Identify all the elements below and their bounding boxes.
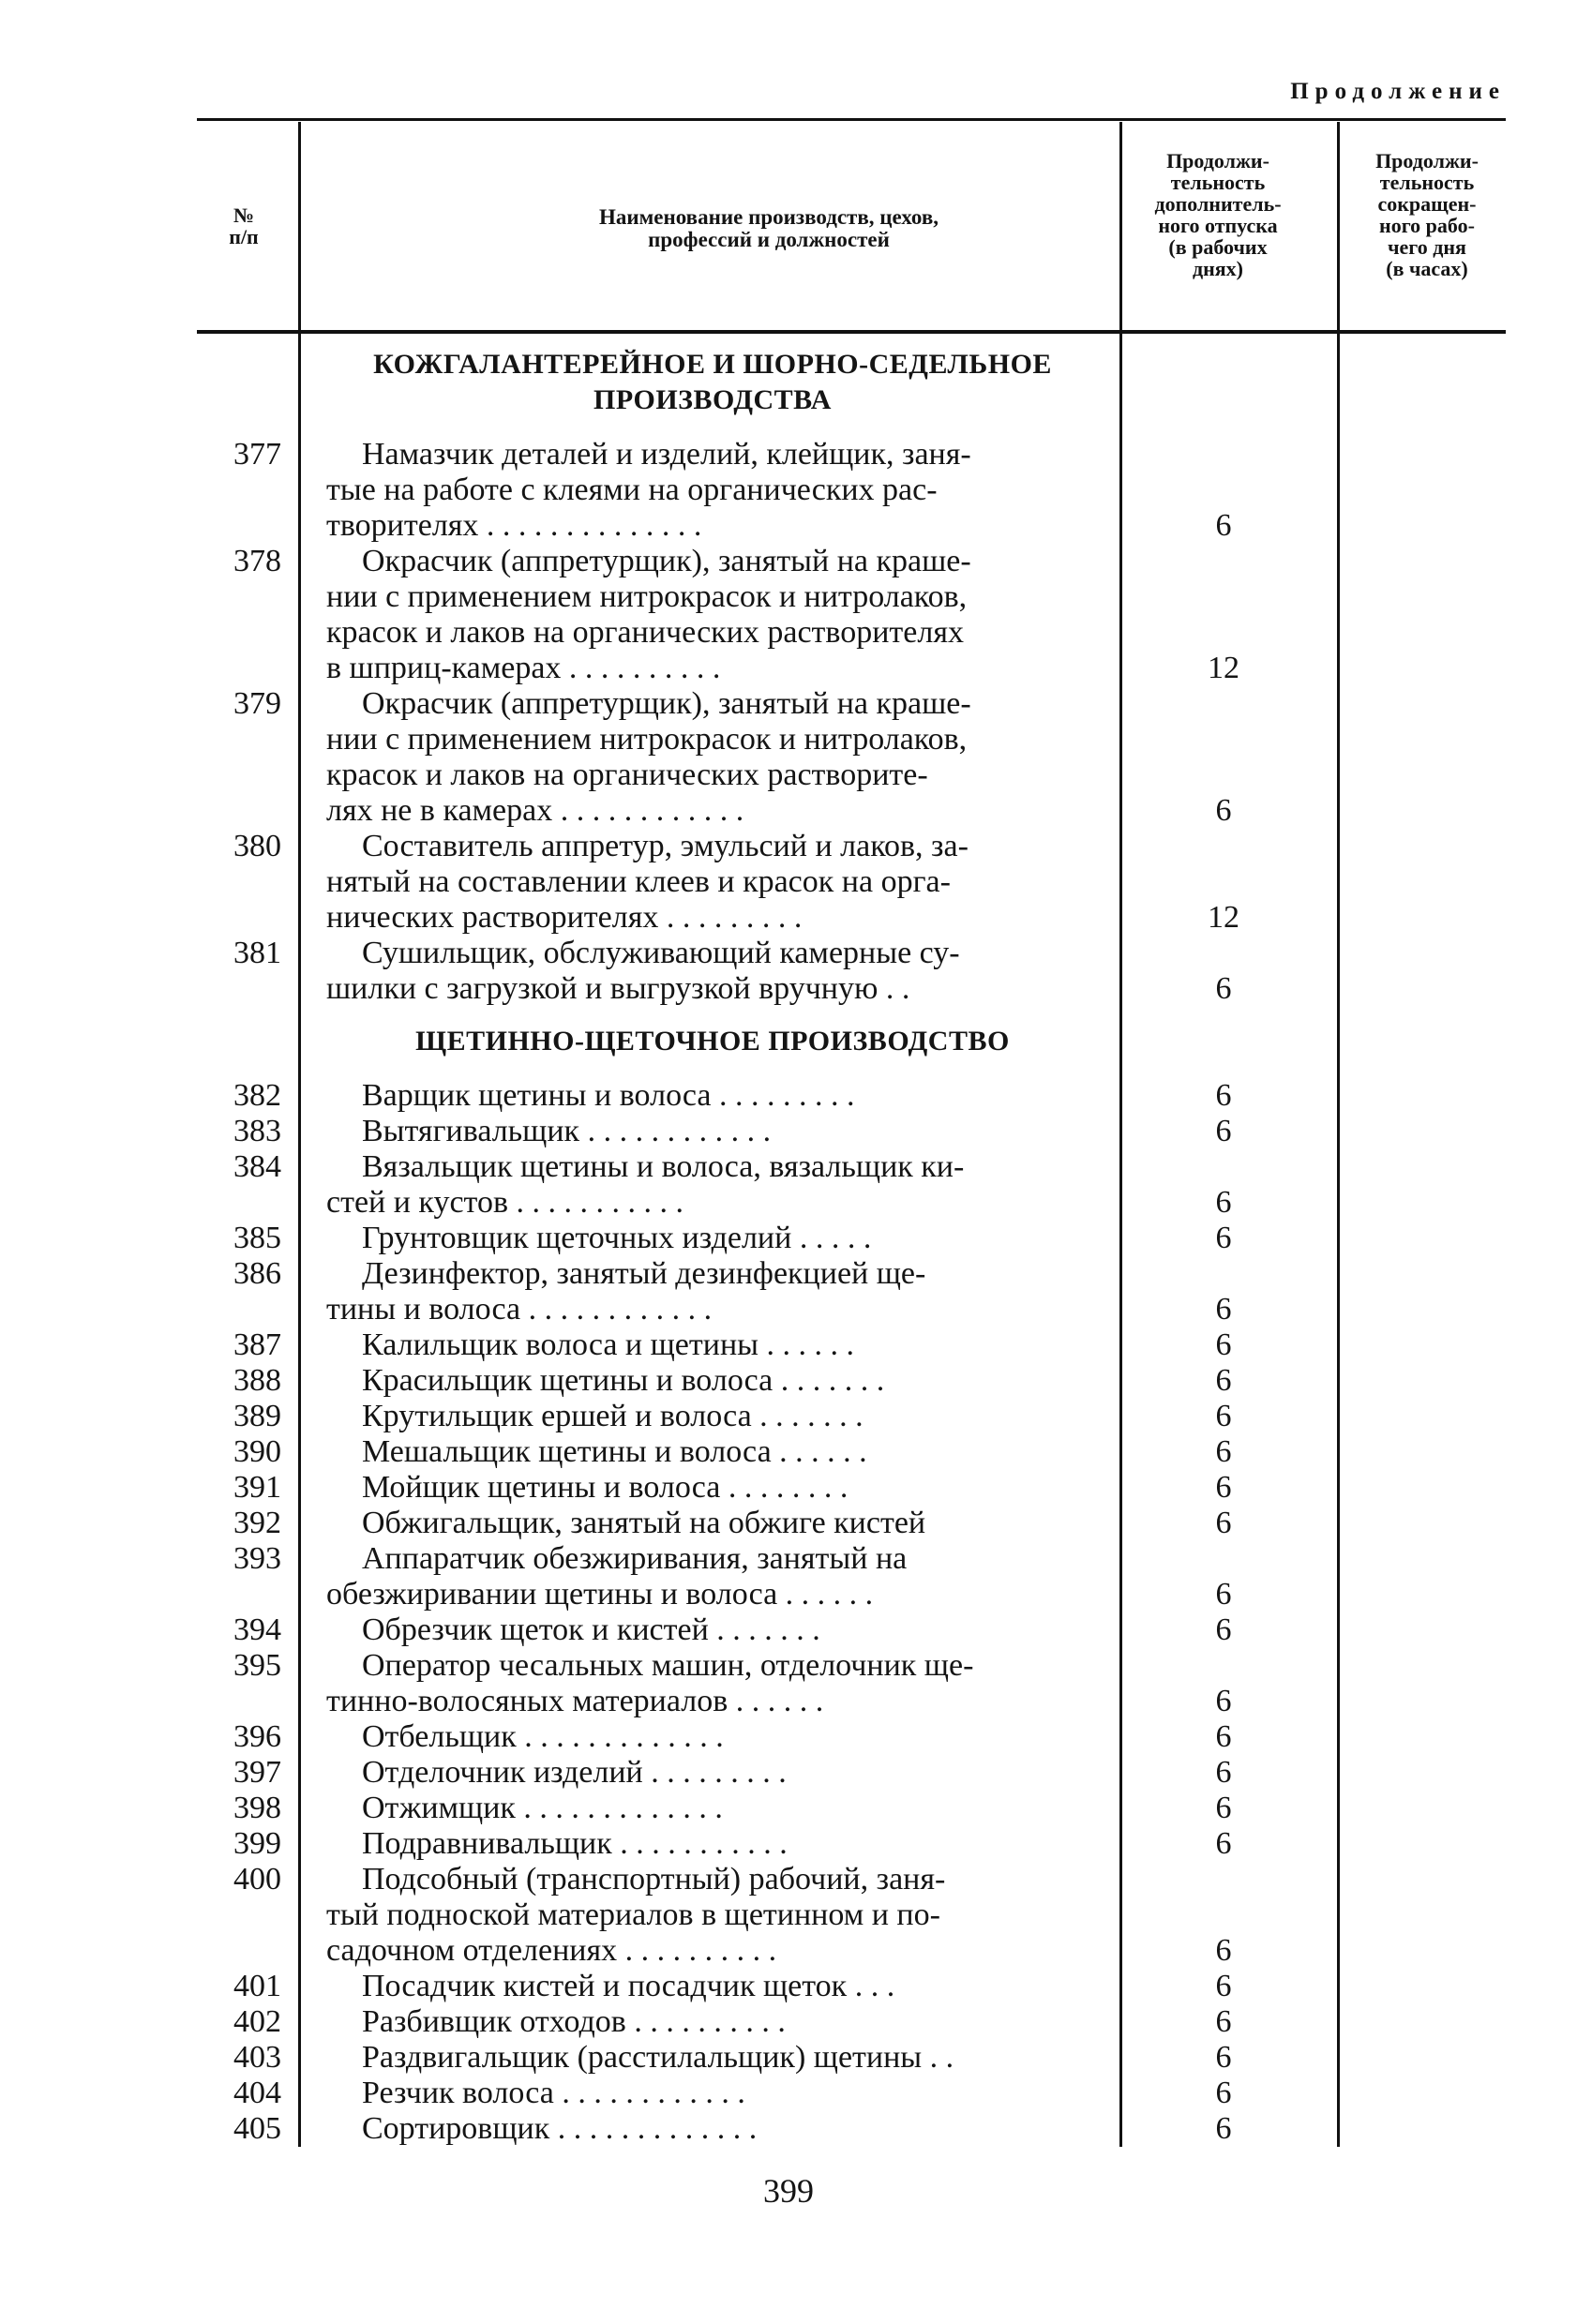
additional-leave-value: 6 (1215, 1078, 1232, 1113)
row-number: 394 (233, 1612, 281, 1647)
header-col-name: Наименование производств, цехов, профессий и должностей (598, 205, 939, 252)
occupation-name-line: шилки с загрузкой и выгрузкой вручную . . (326, 971, 910, 1006)
additional-leave-value: 6 (1215, 1399, 1232, 1433)
additional-leave-value: 6 (1215, 1363, 1232, 1398)
row-number: 404 (233, 2076, 281, 2110)
header-col-number: № п/п (229, 203, 259, 249)
additional-leave-value: 6 (1215, 1719, 1232, 1754)
table-row (0, 1327, 1577, 1363)
row-number: 386 (233, 1256, 281, 1291)
additional-leave-value: 6 (1215, 1221, 1232, 1255)
additional-leave-value: 6 (1215, 1933, 1232, 1968)
row-number: 397 (233, 1755, 281, 1790)
row-number: 378 (233, 544, 281, 578)
table-row (0, 1434, 1577, 1470)
row-number: 380 (233, 829, 281, 863)
occupation-name-line: нии с применением нитрокрасок и нитролаков, (326, 579, 968, 614)
table-row (0, 1969, 1577, 2004)
occupation-name-line: творителях . . . . . . . . . . . . . . (326, 508, 702, 543)
row-number: 389 (233, 1399, 281, 1433)
row-number: 391 (233, 1470, 281, 1505)
section-title-line: КОЖГАЛАНТЕРЕЙНОЕ И ШОРНО-СЕДЕЛЬНОЕ (373, 349, 1052, 380)
occupation-name-line: Дезинфектор, занятый дезинфекцией ще- (362, 1256, 926, 1291)
occupation-name (326, 1719, 1110, 1755)
row-number: 385 (233, 1221, 281, 1255)
table-row (0, 1612, 1577, 1648)
occupation-name (326, 1969, 1110, 2004)
continuation-label: Продолжение (1290, 79, 1506, 104)
occupation-name-line: Отделочник изделий . . . . . . . . . (362, 1755, 787, 1790)
occupation-name-line: лях не в камерах . . . . . . . . . . . . (326, 793, 744, 828)
occupation-name-line: Красильщик щетины и волоса . . . . . . . (362, 1363, 885, 1398)
occupation-name (326, 1078, 1110, 1114)
occupation-name-line: Грунтовщик щеточных изделий . . . . . (362, 1221, 872, 1255)
additional-leave-value: 6 (1215, 1791, 1232, 1825)
additional-leave-value: 6 (1215, 793, 1232, 828)
additional-leave-value: 6 (1215, 1577, 1232, 1612)
occupation-name-line: тинно-волосяных материалов . . . . . . (326, 1684, 824, 1718)
occupation-name (326, 1149, 1110, 1221)
additional-leave-value: 6 (1215, 1612, 1232, 1647)
occupation-name (326, 1612, 1110, 1648)
table-row (0, 1149, 1577, 1221)
occupation-name (326, 437, 1110, 544)
occupation-name-line: Калильщик волоса и щетины . . . . . . (362, 1327, 854, 1362)
occupation-name-line: Подсобный (транспортный) рабочий, заня- (362, 1862, 946, 1897)
row-number: 399 (233, 1826, 281, 1861)
occupation-name-line: нятый на составлении клеев и красок на орга- (326, 864, 951, 899)
row-number: 403 (233, 2040, 281, 2075)
section-title (309, 1024, 1116, 1059)
additional-leave-value: 6 (1215, 1327, 1232, 1362)
table-top-rule (197, 118, 1506, 121)
occupation-name-line: Варщик щетины и волоса . . . . . . . . . (362, 1078, 855, 1113)
occupation-name-line: Раздвигальщик (расстилальщик) щетины . . (362, 2040, 954, 2075)
occupation-name (326, 1399, 1110, 1434)
additional-leave-value: 6 (1215, 1434, 1232, 1469)
occupation-name-line: Окрасчик (аппретурщик), занятый на краше- (362, 544, 971, 578)
occupation-name-line: Отбельщик . . . . . . . . . . . . . (362, 1719, 724, 1754)
row-number: 405 (233, 2111, 281, 2146)
occupation-name (326, 1648, 1110, 1719)
occupation-name-line: красок и лаков на органических растворите- (326, 757, 928, 792)
occupation-name (326, 686, 1110, 829)
additional-leave-value: 6 (1215, 971, 1232, 1006)
occupation-name-line: тый подноской материалов в щетинном и по- (326, 1897, 940, 1932)
occupation-name-line: тые на работе с клеями на органических рас- (326, 472, 938, 507)
occupation-name-line: Разбивщик отходов . . . . . . . . . . (362, 2004, 786, 2039)
occupation-name-line: Составитель аппретур, эмульсий и лаков, за- (362, 829, 969, 863)
occupation-name-line: Отжимщик . . . . . . . . . . . . . (362, 1791, 723, 1825)
occupation-name (326, 2040, 1110, 2076)
occupation-name (326, 1221, 1110, 1256)
table-row (0, 936, 1577, 1007)
table-row (0, 1791, 1577, 1826)
additional-leave-value: 6 (1215, 1684, 1232, 1718)
row-number: 381 (233, 936, 281, 970)
occupation-name (326, 1826, 1110, 1862)
additional-leave-value: 6 (1215, 1506, 1232, 1540)
section-title (309, 347, 1116, 418)
occupation-name-line: нии с применением нитрокрасок и нитролаков, (326, 722, 968, 757)
occupation-name-line: Аппаратчик обезжиривания, занятый на (362, 1541, 908, 1576)
occupation-name (326, 2076, 1110, 2111)
occupation-name (326, 1506, 1110, 1541)
row-number: 387 (233, 1327, 281, 1362)
occupation-name-line: Посадчик кистей и посадчик щеток . . . (362, 1969, 895, 2003)
occupation-name-line: тины и волоса . . . . . . . . . . . . (326, 1292, 713, 1327)
occupation-name-line: Вытягивальщик . . . . . . . . . . . . (362, 1114, 772, 1148)
occupation-name-line: Окрасчик (аппретурщик), занятый на краше- (362, 686, 971, 721)
table-row (0, 2111, 1577, 2147)
header-bottom-rule (197, 330, 1506, 334)
occupation-name (326, 1470, 1110, 1506)
occupation-name (326, 1256, 1110, 1327)
additional-leave-value: 6 (1215, 2004, 1232, 2039)
row-number: 379 (233, 686, 281, 721)
row-number: 393 (233, 1541, 281, 1576)
section-title-line: ЩЕТИННО-ЩЕТОЧНОЕ ПРОИЗВОДСТВО (415, 1026, 1010, 1057)
row-number: 377 (233, 437, 281, 472)
occupation-name-line: в шприц-камерах . . . . . . . . . . (326, 651, 721, 685)
table-row (0, 1541, 1577, 1612)
row-number: 402 (233, 2004, 281, 2039)
additional-leave-value: 6 (1215, 1969, 1232, 2003)
occupation-name-line: красок и лаков на органических растворителях (326, 615, 964, 650)
table-row (0, 829, 1577, 936)
table-row (0, 544, 1577, 686)
section-title-line: ПРОИЗВОДСТВА (593, 384, 832, 415)
occupation-name-line: Сортировщик . . . . . . . . . . . . . (362, 2111, 758, 2146)
table-row (0, 1470, 1577, 1506)
table-row (0, 2004, 1577, 2040)
table-row (0, 1648, 1577, 1719)
table-row (0, 2040, 1577, 2076)
occupation-name-line: Резчик волоса . . . . . . . . . . . . (362, 2076, 745, 2110)
occupation-name (326, 1755, 1110, 1791)
row-number: 383 (233, 1114, 281, 1148)
table-row (0, 1506, 1577, 1541)
additional-leave-value: 6 (1215, 1826, 1232, 1861)
row-number: 384 (233, 1149, 281, 1184)
occupation-name-line: Оператор чесальных машин, отделочник ще- (362, 1648, 974, 1683)
occupation-name (326, 1791, 1110, 1826)
occupation-name-line: Подравнивальщик . . . . . . . . . . . (362, 1826, 788, 1861)
row-number: 396 (233, 1719, 281, 1754)
table-row (0, 2076, 1577, 2111)
additional-leave-value: 12 (1208, 651, 1239, 685)
table-row (0, 1399, 1577, 1434)
table-row (0, 686, 1577, 829)
occupation-name-line: Вязальщик щетины и волоса, вязальщик ки- (362, 1149, 965, 1184)
table-row (0, 1826, 1577, 1862)
row-number: 382 (233, 1078, 281, 1113)
occupation-name (326, 1434, 1110, 1470)
additional-leave-value: 12 (1208, 900, 1239, 935)
table-row (0, 1719, 1577, 1755)
occupation-name (326, 1363, 1110, 1399)
row-number: 392 (233, 1506, 281, 1540)
additional-leave-value: 6 (1215, 1292, 1232, 1327)
occupation-name (326, 2111, 1110, 2147)
table-row (0, 1221, 1577, 1256)
additional-leave-value: 6 (1215, 1755, 1232, 1790)
occupation-name-line: нических растворителях . . . . . . . . . (326, 900, 803, 935)
occupation-name (326, 1114, 1110, 1149)
table-row (0, 1363, 1577, 1399)
occupation-name-line: Намазчик деталей и изделий, клейщик, заня- (362, 437, 971, 472)
header-col-reduced-day: Продолжи- тельность сокращен- ного рабо- чего дня (в часах) (1375, 149, 1479, 281)
occupation-name-line: садочном отделениях . . . . . . . . . . (326, 1933, 777, 1968)
occupation-name (326, 1541, 1110, 1612)
occupation-name-line: Мешальщик щетины и волоса . . . . . . (362, 1434, 867, 1469)
row-number: 398 (233, 1791, 281, 1825)
occupation-name (326, 1327, 1110, 1363)
occupation-name (326, 544, 1110, 686)
occupation-name-line: Мойщик щетины и волоса . . . . . . . . (362, 1470, 849, 1505)
row-number: 395 (233, 1648, 281, 1683)
occupation-name-line: Крутильщик ершей и волоса . . . . . . . (362, 1399, 864, 1433)
additional-leave-value: 6 (1215, 2076, 1232, 2110)
table-row (0, 437, 1577, 544)
row-number: 390 (233, 1434, 281, 1469)
additional-leave-value: 6 (1215, 508, 1232, 543)
additional-leave-value: 6 (1215, 1114, 1232, 1148)
occupation-name-line: Обрезчик щеток и кистей . . . . . . . (362, 1612, 820, 1647)
occupation-name (326, 2004, 1110, 2040)
page-number: 399 (763, 2172, 814, 2210)
occupation-name (326, 1862, 1110, 1969)
occupation-name (326, 829, 1110, 936)
table-row (0, 1114, 1577, 1149)
row-number: 401 (233, 1969, 281, 2003)
table-row (0, 1862, 1577, 1969)
occupation-name-line: Сушильщик, обслуживающий камерные су- (362, 936, 960, 970)
table-row (0, 1256, 1577, 1327)
header-col-additional-leave: Продолжи- тельность дополнитель- ного отпуска (в рабочих днях) (1154, 149, 1282, 281)
additional-leave-value: 6 (1215, 2040, 1232, 2075)
occupation-name-line: стей и кустов . . . . . . . . . . . (326, 1185, 684, 1220)
occupation-name-line: обезжиривании щетины и волоса . . . . . . (326, 1577, 874, 1612)
occupation-name (326, 936, 1110, 1007)
row-number: 388 (233, 1363, 281, 1398)
table-row (0, 1078, 1577, 1114)
table-row (0, 1755, 1577, 1791)
row-number: 400 (233, 1862, 281, 1897)
additional-leave-value: 6 (1215, 2111, 1232, 2146)
additional-leave-value: 6 (1215, 1470, 1232, 1505)
occupation-name-line: Обжигальщик, занятый на обжиге кистей (362, 1506, 926, 1540)
additional-leave-value: 6 (1215, 1185, 1232, 1220)
